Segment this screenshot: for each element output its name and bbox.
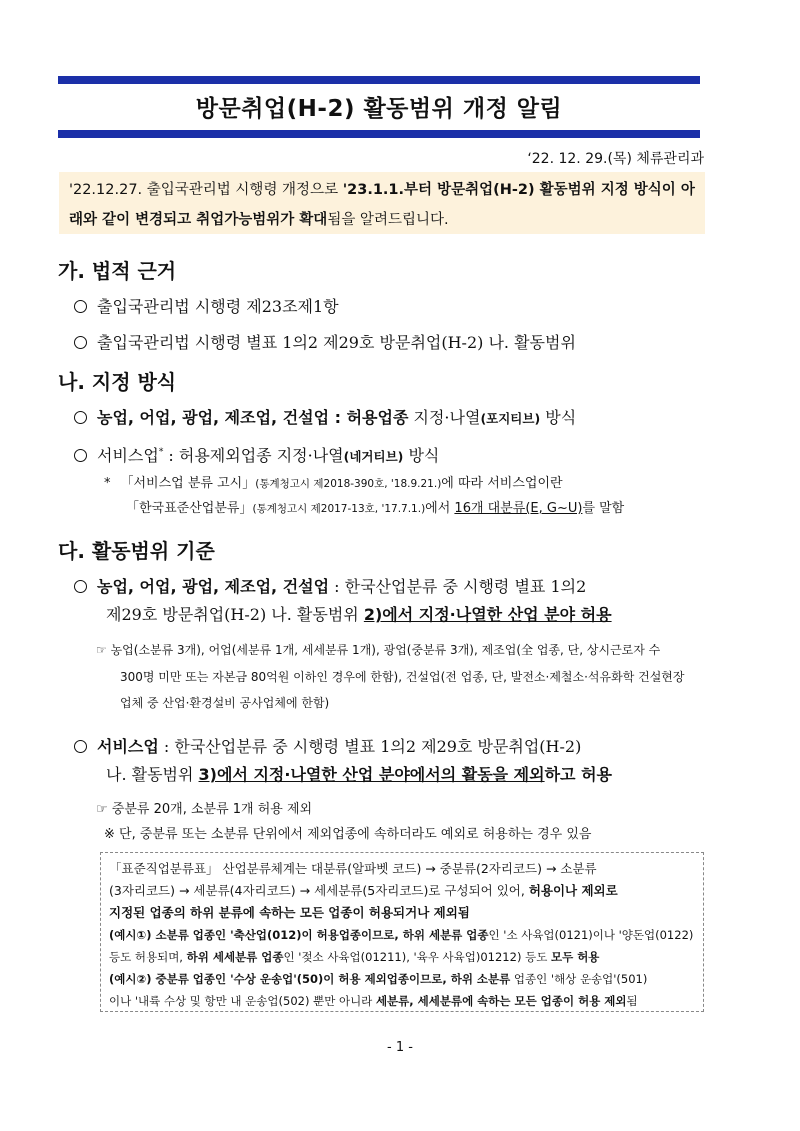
info-line (109, 946, 695, 968)
info-emphasis: 세분류, 세세분류에 속하는 모든 업종이 허용 제외 (375, 994, 627, 1008)
footnote-text: 를 말함 (582, 501, 625, 516)
footnote-text: 에 따라 서비스업이란 (441, 476, 563, 491)
service-industry-label: 서비스업 (97, 446, 159, 465)
circle-bullet-icon (74, 300, 87, 313)
date-department: ‘22. 12. 29.(목) 체류관리과 (527, 151, 704, 167)
service-industry-label: 서비스업 (97, 737, 159, 756)
excluded-industries-label: 허용제외업종 (178, 446, 272, 465)
footnote-text: 「서비스업 분류 고시」 (120, 476, 256, 491)
scope-text: 나. 활동범위 (106, 765, 199, 784)
info-line (109, 880, 695, 902)
list-item (74, 734, 581, 757)
list-item-text: 출입국관리법 시행령 별표 1의2 제29호 방문취업(H-2) 나. 활동범위 (97, 333, 576, 352)
info-emphasis: 허용이나 제외로 (528, 883, 618, 898)
info-emphasis: (예시②) 중분류 업종인 '수상 운송업'(50)이 허용 제외업종이므로, 하위 소분류 (109, 972, 511, 986)
method-text: 방식 (403, 446, 440, 465)
positive-industries-label: 농업, 어업, 광업, 제조업, 건설업 : 허용업종 (97, 408, 409, 427)
section-heading-activity-scope: 다. 활동범위 기준 (58, 539, 215, 563)
designation-text: 지정·나열 (408, 408, 481, 427)
scope-text: 제29호 방문취업(H-2) 나. 활동범위 (106, 605, 364, 624)
footnote-text: 「한국표준산업분류」 (126, 501, 253, 516)
circle-bullet-icon (74, 411, 87, 424)
info-text: 이나 '내륙 수상 및 항만 내 운송업(502) 뿐만 아니라 (109, 994, 376, 1008)
method-text: 방식 (540, 408, 577, 427)
footnote-star: * (104, 476, 111, 491)
footnote-star: * (158, 447, 164, 458)
designation-text: 지정·나열 (271, 446, 344, 465)
list-item (74, 574, 586, 597)
list-item (74, 405, 576, 428)
note-line: 300명 미만 또는 자본금 80억원 이하인 경우에 한함), 건설업(전 업종, 단, 발전소·제철소·석유화학 건설현장 (120, 670, 685, 684)
list-item-continuation (106, 762, 612, 785)
scope-emphasis: 하고 허용 (544, 765, 612, 784)
scope-emphasis: 2)에서 지정·나열한 산업 분야 허용 (363, 605, 612, 624)
footnote-citation: (통계청고시 제2018-390호, '18.9.21.) (255, 478, 442, 490)
footnote-underlined: 16개 대분류(E, G~U) (454, 501, 583, 516)
info-line: 「표준직업분류표」 산업분류체계는 대분류(알파벳 코드) → 중분류(2자리코드) → 소분류 (109, 861, 597, 876)
circle-bullet-icon (74, 449, 87, 462)
note-line: ☞ 중분류 20개, 소분류 1개 허용 제외 (96, 802, 313, 817)
header-top-bar (58, 76, 700, 84)
note-line: ※ 단, 중분류 또는 소분류 단위에서 제외업종에 속하더라도 예외로 허용하는 경우 있음 (104, 827, 592, 842)
classification-info-box (100, 852, 704, 1012)
info-text: 등도 허용되며, (109, 950, 187, 964)
note-line: 업체 중 산업·환경설비 공사업체에 한함) (120, 696, 330, 710)
footnote-text: 에서 (425, 501, 455, 516)
section-heading-designation-method: 나. 지정 방식 (58, 370, 177, 394)
circle-bullet-icon (74, 336, 87, 349)
negative-label: (네거티브) (343, 449, 404, 464)
info-text: 인 '젖소 사육업(01211), '육우 사육업)01212) 등도 (283, 950, 551, 964)
circle-bullet-icon (74, 580, 87, 593)
notice-text-part3: 됨을 알려드립니다. (327, 212, 449, 228)
section-heading-legal-basis: 가. 법적 근거 (58, 259, 177, 283)
info-line (109, 924, 695, 946)
info-line (109, 990, 695, 1012)
list-item-continuation (106, 602, 612, 625)
info-emphasis: (예시①) 소분류 업종인 '축산업(012)이 허용업종이므로, 하위 세분류 업종 (109, 928, 489, 942)
info-emphasis: 하위 세세분류 업종 (186, 950, 284, 964)
header-bottom-bar (58, 130, 700, 138)
page-number: - 1 - (387, 1040, 413, 1055)
footnote-line-2 (126, 497, 624, 516)
list-item (74, 294, 339, 317)
scope-emphasis: 3)에서 지정·나열한 산업 분야에서의 활동을 제외 (198, 765, 545, 784)
scope-text: : 한국산업분류 중 시행령 별표 1의2 (329, 577, 587, 596)
page-title: 방문취업(H-2) 활동범위 개정 알림 (195, 96, 563, 122)
scope-text: : 한국산업분류 중 시행령 별표 1의2 제29호 방문취업(H-2) (158, 737, 582, 756)
list-item-text: 출입국관리법 시행령 제23조제1항 (97, 297, 339, 316)
notice-text-part2: '23.1.1.부터 방문취업(H-2) 활동범위 지정 방식이 아래와 같이 변경되고 취업가능범위가 확대 (69, 182, 695, 228)
notice-text-part1: '22.12.27. 출입국관리법 시행령 개정으로 (69, 182, 343, 198)
info-emphasis: 모두 허용 (550, 950, 600, 964)
positive-label: (포지티브) (480, 411, 541, 426)
circle-bullet-icon (74, 740, 87, 753)
info-text: 됨 (626, 994, 638, 1008)
list-item (74, 330, 576, 353)
list-item (74, 443, 439, 466)
info-line: 지정된 업종의 하위 분류에 속하는 모든 업종이 허용되거나 제외됨 (109, 905, 470, 920)
notice-box (59, 172, 705, 234)
colon-text: : (163, 446, 179, 465)
industries-label: 농업, 어업, 광업, 제조업, 건설업 (97, 577, 330, 596)
info-text: (3자리코드) → 세분류(4자리코드) → 세세분류(5자리코드)로 구성되어 있어, (109, 883, 529, 898)
info-text: 인 '소 사육업(0121)이나 '양돈업(0122) (488, 928, 694, 942)
footnote-line-1 (104, 472, 563, 491)
footnote-citation: (통계청고시 제2017-13호, '17.7.1.) (252, 503, 426, 515)
info-text: 업종인 '해상 운송업'(501) (510, 972, 648, 986)
note-line: ☞ 농업(소분류 3개), 어업(세분류 1개, 세세분류 1개), 광업(중분류 3개), 제조업(全 업종, 단, 상시근로자 수 (96, 643, 661, 657)
info-line (109, 968, 695, 990)
